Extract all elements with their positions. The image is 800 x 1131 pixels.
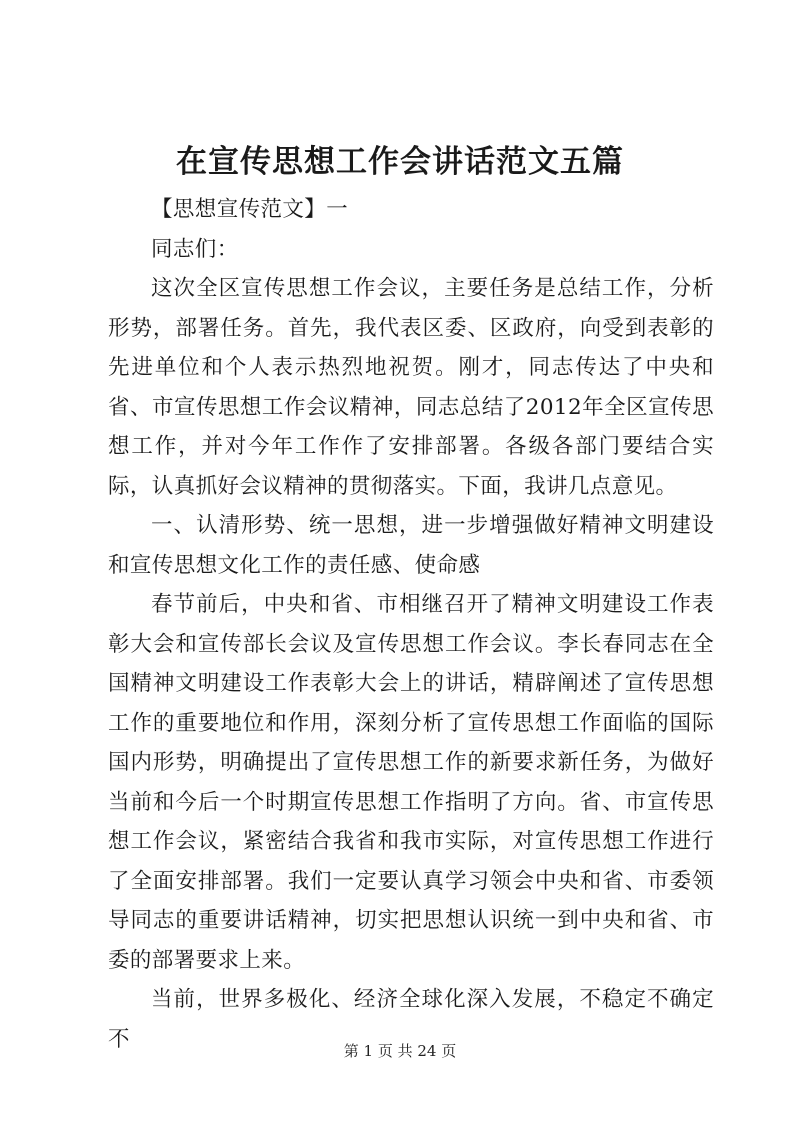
document-title: 在宣传思想工作会讲话范文五篇: [176, 144, 624, 180]
salutation: 同志们：: [151, 236, 239, 262]
paragraph: 当前，世界多极化、经济全球化深入发展，不稳定不确定不: [108, 987, 714, 1052]
section-heading: 【思想宣传范文】一: [151, 197, 349, 222]
paragraph-heading: 一、认清形势、统一思想，进一步增强做好精神文明建设和宣传思想文化工作的责任感、使命感: [108, 513, 714, 578]
document-body: [108, 190, 714, 1059]
paragraph: 春节前后，中央和省、市相继召开了精神文明建设工作表彰大会和宣传部长会议及宣传思想工作会议。李长春同志在全国精神文明建设工作表彰大会上的讲话，精辟阐述了宣传思想工作的重要地位和作用，深刻分析了宣传思想工作面临的国际国内形势，明确提出了宣传思想工作的新要求新任务，为做好当前和今后一个时期宣传思想工作指明了方向。省、市宣传思想工作会议，紧密结合我省和我市实际，对宣传思想工作进行了全面安排部署。我们一定要认真学习领会中央和省、市委领导同志的重要讲话精神，切实把思想认识统一到中央和省、市委的部署要求上来。: [108, 592, 714, 973]
page-footer: 第 1 页 共 24 页: [343, 1042, 457, 1060]
paragraph: 这次全区宣传思想工作会议，主要任务是总结工作，分析形势，部署任务。首先，我代表区委、区政府，向受到表彰的先进单位和个人表示热烈地祝贺。刚才，同志传达了中央和省、市宣传思想工作会议精神，同志总结了2012年全区宣传思想工作，并对今年工作作了安排部署。各级各部门要结合实际，认真抓好会议精神的贯彻落实。下面，我讲几点意见。: [108, 276, 714, 499]
